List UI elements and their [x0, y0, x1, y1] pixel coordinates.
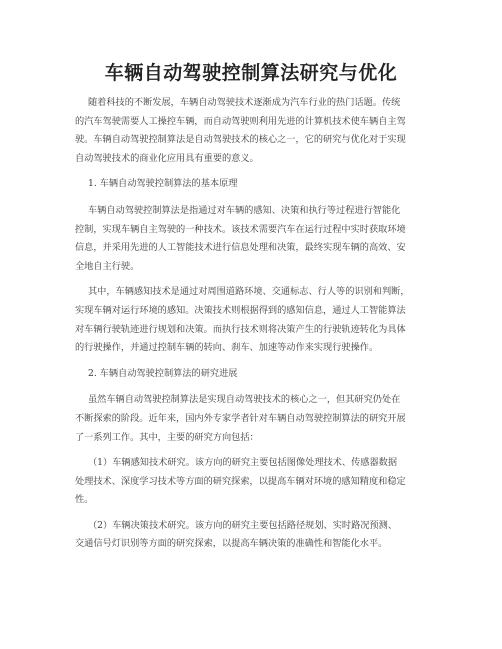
section-heading-text: 1. 车辆自动驾驶控制算法的基本原理: [88, 178, 238, 190]
document-title: 车辆自动驾驶控制算法研究与优化: [104, 62, 398, 84]
text-line: 性。: [75, 494, 94, 506]
text-line: 的汽车驾驶需要人工操控车辆，而自动驾驶则利用先进的计算机技术使车辆自主驾: [75, 115, 406, 127]
text-line: 了一系列工作。其中，主要的研究方向包括：: [75, 431, 259, 443]
text-line: 交通信号灯识别等方面的研究探索，以提高车辆决策的准确性和智能化水平。: [75, 538, 388, 550]
text-line: 自动驾驶技术的商业化应用具有重要的意义。: [75, 152, 259, 164]
text-line: 全地自主行驶。: [75, 260, 140, 272]
text-line: 的行驶操作，并通过控制车辆的转向、刹车、加速等动作来实现行驶操作。: [75, 342, 379, 354]
section1-paragraph-2: [75, 283, 430, 357]
text-line: （2）车辆决策技术研究。该方向的研究主要包括路径规划、实时路况预测、: [88, 519, 398, 531]
section2-list-item-2: [75, 517, 430, 554]
text-line: 不断探索的阶段。近年来，国内外专家学者针对车辆自动驾驶控制算法的研究开展: [75, 412, 406, 424]
section1-paragraph-1: [75, 202, 430, 276]
section-heading-text: 2. 车辆自动驾驶控制算法的研究进展: [88, 367, 238, 379]
text-line: 对车辆行驶轨迹进行规划和决策。而执行技术则将决策产生的行驶轨迹转化为具体: [75, 323, 406, 335]
text-line: 车辆自动驾驶控制算法是指通过对车辆的感知、决策和执行等过程进行智能化: [88, 204, 401, 216]
text-line: 实现车辆对运行环境的感知。决策技术则根据得到的感知信息，通过人工智能算法: [75, 304, 406, 316]
text-line: 其中，车辆感知技术是通过对周围道路环境、交通标志、行人等的识别和判断，: [88, 286, 410, 298]
section2-paragraph-1: [75, 391, 430, 447]
section-heading-2: [75, 365, 430, 384]
document-body: [75, 94, 430, 561]
section-heading-1: [75, 175, 430, 194]
text-line: 随着科技的不断发展，车辆自动驾驶技术逐渐成为汽车行业的热门话题。传统: [88, 97, 401, 108]
section2-list-item-1: [75, 454, 430, 510]
text-line: 虽然车辆自动驾驶控制算法是实现自动驾驶技术的核心之一，但其研究仍处在: [88, 394, 401, 406]
text-line: 控制，实现车辆自主驾驶的一种技术。该技术需要汽车在运行过程中实时获取环境: [75, 223, 406, 235]
text-line: 信息，并采用先进的人工智能技术进行信息处理和决策，最终实现车辆的高效、安: [75, 242, 406, 254]
intro-paragraph: [75, 94, 430, 168]
text-line: 处理技术、深度学习技术等方面的研究探索，以提高车辆对环境的感知精度和稳定: [75, 475, 406, 487]
text-line: （1）车辆感知技术研究。该方向的研究主要包括图像处理技术、传感器数据: [88, 457, 398, 469]
text-line: 驶。车辆自动驾驶控制算法是自动驾驶技术的核心之一，它的研究与优化对于实现: [75, 134, 406, 146]
